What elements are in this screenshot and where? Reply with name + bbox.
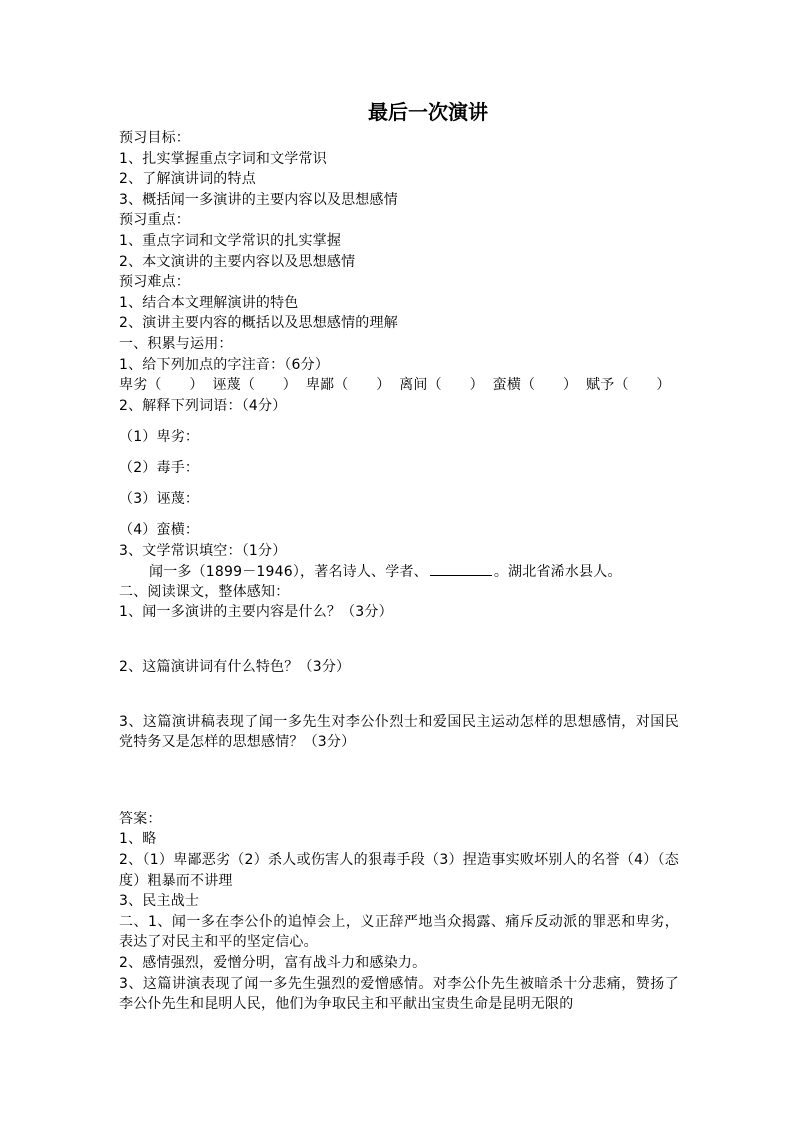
difficulty-item: 1、结合本文理解演讲的特色 <box>119 294 299 311</box>
pinyin-item: 卑鄙（ ） <box>305 377 391 394</box>
goal-item: 2、了解演讲词的特点 <box>119 171 256 188</box>
answer-item: 2、（1）卑鄙恶劣（2）杀人或伤害人的狠毒手段（3）捏造事实败坏别人的名誉（4）（态度）粗暴而不讲理 <box>119 852 679 889</box>
focus-item: 2、本文演讲的主要内容以及思想感情 <box>119 253 356 270</box>
section1-heading: 一、积累与运用： <box>119 335 233 352</box>
reading-question: 3、这篇演讲稿表现了闻一多先生对李公仆烈士和爱国民主运动怎样的思想感情，对国民党特务又是怎样的思想感情？（3分） <box>119 713 679 751</box>
reading-question: 1、闻一多演讲的主要内容是什么？（3分） <box>119 604 393 621</box>
pinyin-item: 诬蔑（ ） <box>212 377 297 394</box>
goal-item: 3、概括闻一多演讲的主要内容以及思想感情 <box>119 191 398 208</box>
pinyin-item: 卑劣（ ） <box>119 377 204 394</box>
answer-item: 二、1、闻一多在李公仆的追悼会上，义正辞严地当众揭露、痛斥反动派的罪恶和卑劣，表达了对民主和平的坚定信心。 <box>119 913 679 951</box>
goals-heading: 预习目标： <box>119 130 190 146</box>
literature-fill-line: 闻一多（1899－1946），著名诗人、学者、 。湖北省浠水县人。 <box>119 561 679 582</box>
answers-heading: 答案： <box>119 810 162 827</box>
question-definitions: 2、解释下列词语：（4分） <box>119 397 287 414</box>
document-body <box>119 128 679 1015</box>
pinyin-row <box>119 375 679 396</box>
answer-item: 3、这篇讲演表现了闻一多先生强烈的爱憎感情。对李公仆先生被暗杀十分悲痛，赞扬了李公仆先生和昆明人民，他们为争取民主和平献出宝贵生命是昆明无限的 <box>119 975 679 1013</box>
section2-heading: 二、阅读课文，整体感知： <box>119 583 290 600</box>
focus-item: 1、重点字词和文学常识的扎实掌握 <box>119 232 342 249</box>
term-item: （3）诬蔑： <box>119 491 200 507</box>
term-item: （1）卑劣： <box>119 428 200 445</box>
difficulty-heading: 预习难点： <box>119 274 190 291</box>
document-title: 最后一次演讲 <box>368 100 488 124</box>
difficulty-item: 2、演讲主要内容的概括以及思想感情的理解 <box>119 315 398 332</box>
answer-item: 3、民主战士 <box>119 893 200 910</box>
question-pinyin: 1、给下列加点的字注音：（6分） <box>119 356 330 373</box>
term-item: （4）蛮横： <box>119 522 200 539</box>
answer-item: 2、感情强烈，爱憎分明，富有战斗力和感染力。 <box>119 955 427 971</box>
goal-item: 1、扎实掌握重点字词和文学常识 <box>119 150 327 167</box>
question-literature: 3、文学常识填空：（1分） <box>119 542 287 559</box>
term-item: （2）毒手： <box>119 459 200 476</box>
pinyin-item: 蛮横（ ） <box>492 377 578 394</box>
focus-heading: 预习重点： <box>119 212 190 229</box>
pinyin-item: 赋予（ ） <box>586 377 671 394</box>
fill-blank[interactable] <box>430 561 492 576</box>
answer-item: 1、略 <box>119 831 157 848</box>
pinyin-item: 离间（ ） <box>399 377 484 394</box>
reading-question: 2、这篇演讲词有什么特色？（3分） <box>119 659 351 676</box>
